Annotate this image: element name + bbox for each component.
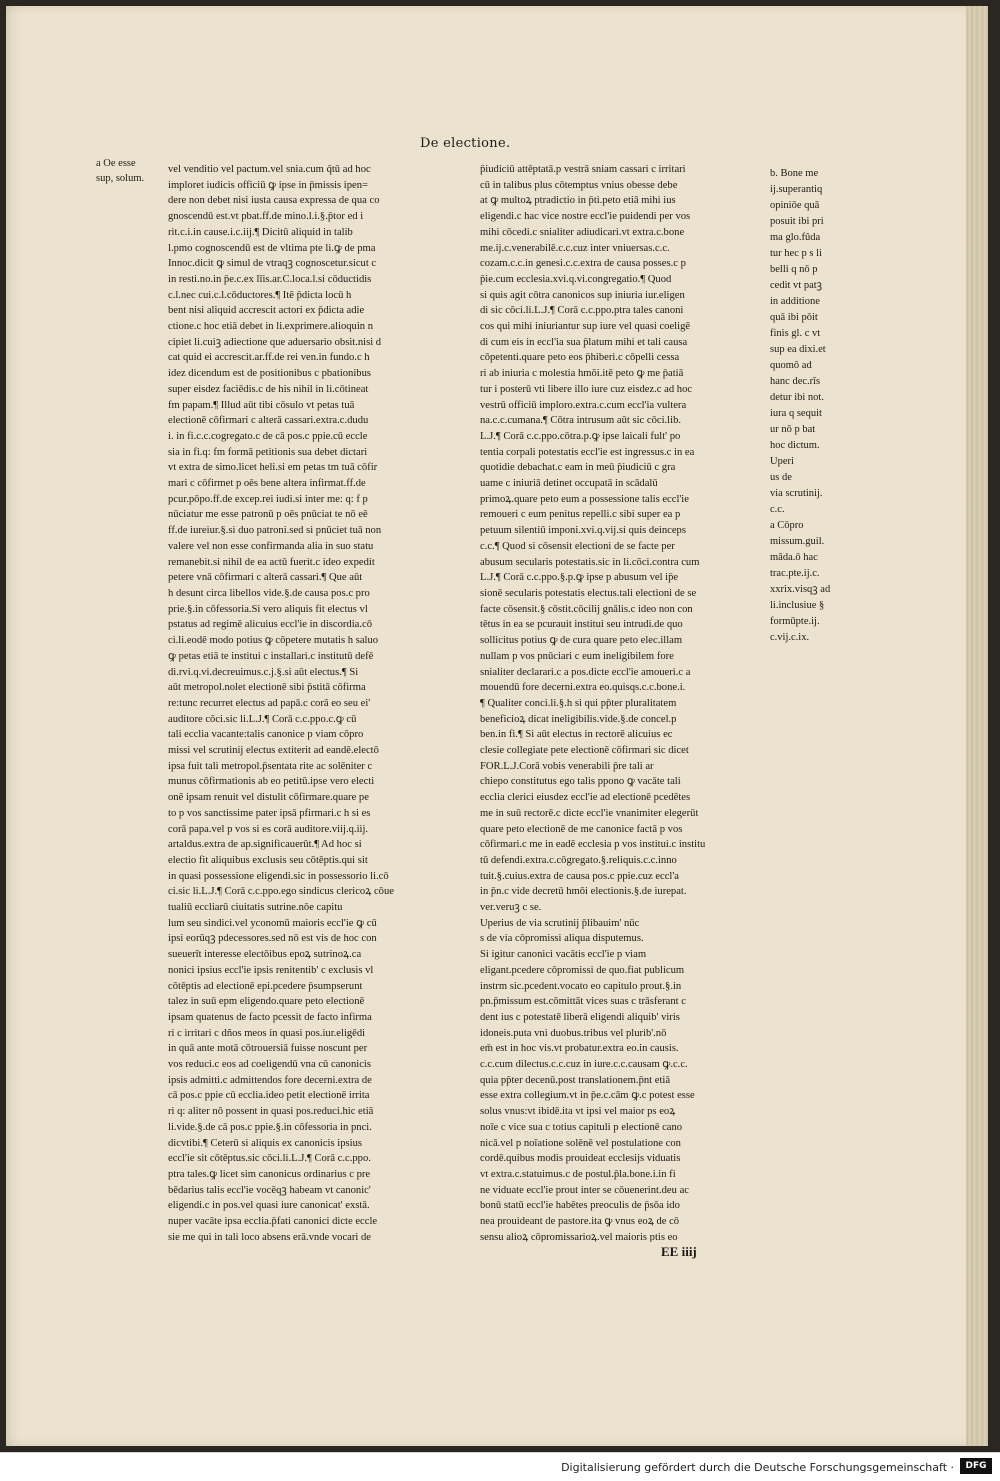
text-line: petere vnā cōfirmari c alterā cassari.¶ Que aūt bbox=[168, 572, 363, 584]
text-line: in resti.no.in p̄e.c.ex līis.ar.C.loca.l.si cōductidis bbox=[168, 273, 372, 285]
text-line: a Cōpro bbox=[770, 520, 804, 531]
text-line: si quis agit cōtra canonicos sup iniuria iur.eligen bbox=[480, 289, 685, 301]
text-line: ij.superantiq bbox=[770, 184, 823, 195]
text-line: ipsa fuit tali metropol.p̄sentata rite ac solēniter c bbox=[168, 760, 373, 772]
text-line: sia in fi.q: fm formā petitionis sua debet dictari bbox=[168, 446, 368, 458]
text-line: cōpetenti.quare peto eos p̄hiberi.c cōpelli cessa bbox=[480, 352, 680, 364]
text-line: idez dicendum est de positionibus c pbationibus bbox=[168, 368, 372, 380]
text-line: belli q nō p bbox=[770, 264, 818, 275]
text-line: FOR.L.J.Corā vobis venerabili p̄re tali ar bbox=[480, 760, 654, 772]
text-line: munus cōfirmationis ab eo petitū.ipse vero electi bbox=[168, 776, 375, 788]
text-line: valere vel non esse confirmanda alia in suo statu bbox=[168, 540, 374, 552]
text-line: ipsi eorūqꝫ pdecessores.sed nō est vis de hoc con bbox=[168, 933, 377, 945]
text-line: pcur.pōpo.ff.de excep.rei iudi.si inter me: q: f p bbox=[168, 493, 368, 505]
text-line: via scrutinij. bbox=[770, 488, 823, 499]
text-line: sueuerīt interesse electōibus epoꝝ sutrinoꝝ.ca bbox=[168, 949, 362, 961]
text-line: cū in talibus plus cōtemptus vnius obesse debe bbox=[480, 179, 678, 191]
book-page bbox=[6, 6, 988, 1446]
text-line: opiniōe quā bbox=[770, 200, 820, 211]
text-line: h desunt circa libellos vide.§.de causa pos.c pro bbox=[168, 587, 370, 599]
text-line: li.vide.§.de cā pos.c ppie.§.in cōfessoria in pnci. bbox=[168, 1121, 372, 1133]
text-line: quare peto electionē de me canonice factā p vos bbox=[480, 823, 683, 835]
text-line: ri ab iniuria c molestia hmōi.itē peto ꝙ me p̄atiā bbox=[480, 368, 684, 380]
text-column-left bbox=[168, 162, 446, 1242]
right-marginal-gloss bbox=[770, 166, 850, 646]
text-line: bēdarius talis eccl'ie vocēqꝫ habeam vt canonic' bbox=[168, 1184, 371, 1196]
text-line: sup, solum. bbox=[96, 173, 145, 184]
text-line: tali ecclia vacante:talis canonice p viam cōpro bbox=[168, 729, 364, 741]
dfg-logo: DFG bbox=[960, 1458, 992, 1474]
text-line: cā pos.c ppie cū ecclia.ideo petit electionē irrita bbox=[168, 1090, 370, 1102]
text-line: eligant.pcedere cōpromissi de quo.fiat publicum bbox=[480, 964, 685, 976]
text-line: dent ius c potestatē liberā eligendi aliquib' viris bbox=[480, 1011, 680, 1023]
text-line: nicā.vel p noīatione solēnē vel postulatione con bbox=[480, 1137, 681, 1149]
text-line: in p̄n.c vide decretū hmōi electionis.§.de iurepat. bbox=[480, 886, 687, 898]
signature-mark: EE iiij bbox=[661, 1244, 697, 1259]
text-line: snialiter declarari.c a pos.dicte eccl'ie amoueri.c a bbox=[480, 666, 691, 678]
text-line: ipsis admitti.c admittendos fore decerni.extra de bbox=[168, 1074, 372, 1086]
text-line: cos qui mihi iniuriantur sup iure vel quasi coeligē bbox=[480, 321, 691, 333]
text-line: remanebit.si nihil de ea actū fuerit.c ideo expedit bbox=[168, 556, 375, 568]
text-line: trac.pte.ij.c. bbox=[770, 568, 820, 579]
text-line: mouendū fore decerni.extra eo.quisqs.c.c.bone.i. bbox=[480, 682, 686, 694]
text-line: ctione.c hoc etiā debet in li.exprimere.alioquin n bbox=[168, 321, 374, 333]
text-line: ri q: aliter nō possent in quasi pos.reduci.hic etiā bbox=[168, 1106, 374, 1118]
text-line: vestrū officiū imploro.extra.c.cum eccl'ia vultera bbox=[480, 399, 687, 411]
text-line: imploret iudicis officiū ꝙ ipse in p̄missis ipen= bbox=[168, 179, 368, 191]
text-line: māda.ō hac bbox=[770, 552, 818, 563]
text-line: me in suū rectorē.c dicte eccl'ie vnanimiter elegerūt bbox=[480, 807, 699, 819]
text-line: talez in suū epm eligendo.quare peto electionē bbox=[168, 996, 365, 1008]
text-line: tētus in ea se pcurauit institui seu intrudi.de quo bbox=[480, 619, 683, 631]
text-line: nuper vacāte ipsa ecclia.p̄fati canonici dicte eccle bbox=[168, 1216, 378, 1228]
text-line: beneficioꝝ dicat ineligibilis.vide.§.de concel.p bbox=[480, 713, 677, 725]
text-line: Uperi bbox=[770, 456, 794, 467]
text-line: vos reduci.c eos ad coeligendū vna cū canonicis bbox=[168, 1059, 371, 1071]
text-line: vt extra.c.statuimus.c de postul.p̄la.bone.i.in fi bbox=[480, 1169, 676, 1180]
text-line: cōfirmari.c me in eadē ecclesia p vos institui.c institu bbox=[480, 839, 706, 851]
text-line: lum seu sindici.vel yconomū maioris eccl'ie ꝙ cū bbox=[168, 917, 377, 929]
text-line: sionē secularis potestatis electus.tali electioni de se bbox=[480, 587, 697, 599]
text-column-right-part2 bbox=[480, 916, 748, 1242]
text-line: c.vij.c.ix. bbox=[770, 632, 810, 643]
text-line: tentia corpali potestatis eccl'ie est ingressus.c in ea bbox=[480, 446, 695, 458]
text-line: dere non debet nisi iusta causa expressa de qua co bbox=[168, 195, 380, 207]
text-line: tur i posterū vti libere illo iure cuz eisdez.c ad hoc bbox=[480, 383, 693, 395]
text-line: mihi cōcedi.c snialiter adiudicari.vt extra.c.bone bbox=[480, 226, 685, 238]
text-line: finis gl. c vt bbox=[770, 328, 821, 339]
text-line: detur ibi not. bbox=[770, 392, 824, 403]
text-line: ri c irritari c dños meos in quasi pos.iur.eligēdi bbox=[168, 1027, 366, 1039]
text-line: bonū statū eccl'ie habētes preoculis de p̄sōa ido bbox=[480, 1200, 680, 1212]
text-line: sensu alioꝝ cōpromissarioꝝ.vel maioris ptis eo bbox=[480, 1231, 678, 1242]
text-line: li.inclusiue § bbox=[770, 600, 825, 611]
text-line: esse extra collegium.vt in p̄e.c.cām ꝙ.c potest esse bbox=[480, 1090, 695, 1102]
text-line: cedit vt patꝫ bbox=[770, 280, 823, 291]
text-line: ben.in fi.¶ Si aūt electus in rectorē alicuius ec bbox=[480, 729, 673, 741]
text-line: facte cōsensit.§ cōstit.cōcilij gnālis.c ideo non con bbox=[480, 603, 693, 615]
left-marginal-gloss bbox=[96, 156, 162, 186]
text-line: quā ibi pōit bbox=[770, 312, 818, 323]
text-line: sup ea dixi.et bbox=[770, 344, 826, 355]
text-line: L.J.¶ Corā c.c.ppo.cōtra.p.ꝙ ipse laicali fult' po bbox=[480, 430, 681, 442]
text-line: uame c iniuriā detinet occupatā in scādalū bbox=[480, 478, 658, 490]
footer-credit: Digitalisierung gefördert durch die Deutsche Forschungsgemeinschaft · bbox=[561, 1461, 954, 1474]
text-line: primoꝝ.quare peto eum a possessione talis eccl'ie bbox=[480, 493, 689, 505]
text-line: ipsam quatenus de facto pcessit de facto infirma bbox=[168, 1011, 372, 1023]
text-line: xxrix.visqꝫ ad bbox=[770, 584, 831, 595]
text-line: ma glo.fūda bbox=[770, 232, 821, 243]
text-line: na.c.c.cumana.¶ Cōtra intrusum aūt sic cōci.lib. bbox=[480, 415, 682, 427]
text-line: sollicitus potius ꝙ de cura quare peto elec.illam bbox=[480, 635, 683, 647]
text-line: abusum secularis potestatis.sic in li.cōci.contra cum bbox=[480, 556, 700, 568]
text-line: gnoscendū est.vt pbat.ff.de mino.l.i.§.p̄tor ed i bbox=[168, 211, 364, 223]
text-line: hoc dictum. bbox=[770, 440, 820, 451]
text-line: Uperius de via scrutinij p̄libauim' nūc bbox=[480, 917, 640, 929]
text-column-right-part1 bbox=[480, 162, 748, 916]
text-line: super eisdez faciēdis.c de his nihil in li.cōtineat bbox=[168, 383, 369, 395]
text-line: cipiet li.cuiꝫ adiectione que aduersario obsit.nisi d bbox=[168, 336, 382, 348]
text-line: c.c.cum dilectus.c.c.cuz in iure.c.c.causam ꝙ.c.c. bbox=[480, 1059, 688, 1071]
footer-bar bbox=[0, 1452, 1000, 1481]
text-line: cozam.c.c.in genesi.c.c.extra de causa posses.c p bbox=[480, 258, 686, 270]
text-line: l.pmo cognoscendū est de vltima pte li.ꝙ de pma bbox=[168, 242, 376, 254]
text-line: ci.sic li.L.J.¶ Corā c.c.ppo.ego sindicus clericoꝝ cōue bbox=[168, 886, 394, 898]
text-line: artaldus.extra de ap.significauerūt.¶ Ad hoc si bbox=[168, 839, 362, 851]
text-line: ptra tales.ꝙ licet sim canonicus ordinarius c pre bbox=[168, 1169, 371, 1180]
text-line: tur hec p s li bbox=[770, 248, 822, 259]
text-line: eligendi.c hac vice nostre eccl'ie puidendi per vos bbox=[480, 211, 691, 223]
text-line: bent nisi aliquid accrescit actori ex p̄dicta adie bbox=[168, 305, 365, 317]
text-line: di.rvi.q.vi.decreuimus.c.j.§.si aūt electus.¶ Si bbox=[168, 666, 359, 678]
page-edge bbox=[966, 6, 988, 1446]
text-line: onē ipsam renuit vel distulit cōfirmare.quare pe bbox=[168, 792, 369, 804]
text-line: electio fit aliquibus exclusis seu cōtēptis.qui sit bbox=[168, 854, 368, 866]
text-line: cōtēptis ad electionē epi.pcedere p̄sumpserunt bbox=[168, 980, 363, 992]
text-line: quotidie debachat.c eam in meū p̄iudiciū c gra bbox=[480, 462, 676, 474]
text-line: em̄ est in hoc vis.vt probatur.extra eo.in causis. bbox=[480, 1043, 679, 1055]
text-line: at ꝙ multoꝝ ptradictio in p̄ti.peto etiā mihi ius bbox=[480, 195, 676, 207]
text-line: pstatus ad regimē alicuius eccl'ie in discordia.cō bbox=[168, 619, 373, 631]
text-line: tū defendi.extra.c.cōgregato.§.reliquis.c.c.inno bbox=[480, 854, 677, 866]
text-line: ne viduate eccl'ie prout inter se cōuenerint.deu ac bbox=[480, 1184, 689, 1196]
text-line: vel venditio vel pactum.vel snia.cum q̄tū ad hoc bbox=[168, 164, 371, 175]
text-line: remoueri c eum penitus repelli.c sibi super ea p bbox=[480, 509, 681, 521]
text-line: ff.de iureiur.§.si duo patroni.sed si pnūciet tuā non bbox=[168, 525, 382, 537]
text-line: c.c.¶ Quod si cōsensit electioni de se facte per bbox=[480, 540, 675, 552]
text-line: to p vos sanctissime pater ipsā pfirmari.c h si es bbox=[168, 807, 371, 819]
text-line: rit.c.i.in cause.i.c.iij.¶ Dicitū aliquid in talib᷑ bbox=[168, 226, 362, 238]
text-line: missum.guil. bbox=[770, 536, 825, 547]
text-line: us de bbox=[770, 472, 792, 483]
text-line: ur nō p bat bbox=[770, 424, 816, 435]
text-line: pn.p̄missum est.cōmittāt vices suas c trāsferant c bbox=[480, 996, 686, 1008]
text-line: in quasi possessione eligendi.sic in possessorio li.cō bbox=[168, 870, 389, 882]
text-line: missi vel scrutinij electus extiterit ad eandē.electō bbox=[168, 745, 379, 757]
text-line: clesie collegiate pete electionē cōfirmari sic dicet bbox=[480, 745, 689, 757]
text-line: vt extra de simo.licet heli.si em petas tm tuā cōfir bbox=[168, 462, 378, 474]
text-line: me.ij.c.venerabilē.c.c.cuz inter vniuersas.c.c. bbox=[480, 242, 670, 254]
text-line: c.l.nec cui.c.l.cōductores.¶ Itē p̄dicta locū h bbox=[168, 289, 352, 301]
text-line: corā papa.vel p vos si es corā auditore.viij.q.iij. bbox=[168, 823, 369, 835]
text-line: formūpte.ij. bbox=[770, 616, 820, 627]
text-line: iura q sequit bbox=[770, 408, 822, 419]
text-line: b. Bone me bbox=[770, 168, 819, 179]
text-line: nullam p vos pnūciari c eum ineligibilem fore bbox=[480, 650, 674, 662]
text-line: ¶ Qualiter conci.li.§.h si qui pp̄ter pluralitatem bbox=[480, 697, 677, 709]
text-line: quomō ad bbox=[770, 360, 812, 371]
text-line: di sic cōci.li.L.J.¶ Corā c.c.ppo.ptra tales canoni bbox=[480, 305, 684, 317]
text-line: Si igitur canonici vacātis eccl'ie p viam bbox=[480, 949, 647, 961]
text-line: instrm sic.pcedent.vocato eo capitulo prout.§.in bbox=[480, 980, 682, 992]
text-line: i. in fi.c.c.cogregato.c de cā pos.c ppie.cū eccle bbox=[168, 430, 368, 442]
text-line: nūciatur me esse patronū p oēs pnūciat te nō eē bbox=[168, 509, 368, 521]
text-line: ecclia clerici eiusdez eccl'ie ad electionē pcedētes bbox=[480, 792, 691, 804]
text-line: chiepo constitutus ego talis ppono ꝙ vacāte tali bbox=[480, 776, 681, 788]
text-line: ci.li.eodē modo potius ꝙ cōpetere mutatis h saluo bbox=[168, 635, 379, 647]
text-line: tualiū eccliarū ciuitatis sutrine.nōe capitu bbox=[168, 902, 343, 914]
text-line: p̄iudiciū attēptatā.p vestrā sniam cassari c irritari bbox=[480, 164, 686, 175]
running-header: De electione. bbox=[420, 136, 511, 151]
text-line: posuit ibi pri bbox=[770, 216, 824, 227]
text-line: ver.veruꝫ c se. bbox=[480, 902, 542, 914]
text-line: sie me qui in tali loco absens erā.vnde vocari de bbox=[168, 1231, 371, 1242]
text-line: cat quid ei accrescit.ar.ff.de rei ven.in fundo.c h bbox=[168, 352, 370, 364]
text-line: dicvtibi.¶ Ceterū si aliquis ex canonicis ipsius bbox=[168, 1137, 362, 1149]
text-line: mari c cōfirmet p oēs bene altera infirmat.ff.de bbox=[168, 478, 366, 490]
text-line: aūt metropol.nolet electionē sibi p̄stitā cōfirma bbox=[168, 682, 366, 694]
text-line: di cum eis in eccl'ia sua p̄latum mihi et tali causa bbox=[480, 336, 688, 348]
text-line: petuum silentiū imponi.xvi.q.vij.si quis deinceps bbox=[480, 525, 686, 537]
text-line: nea prouideant de pastore.ita ꝙ vnus eoꝝ de cō bbox=[480, 1216, 680, 1228]
text-line: nonici ipsius eccl'ie ipsis renitentib' c exclusis vl bbox=[168, 964, 374, 976]
text-line: prie.§.in cōfessoria.Si vero aliquis fit electus vl bbox=[168, 603, 368, 615]
text-column-right bbox=[480, 162, 748, 1242]
text-line: s de via cōpromissi aliqua disputemus. bbox=[480, 933, 644, 945]
text-line: tuit.§.cuius.extra de causa pos.c ppie.cuz eccl'a bbox=[480, 870, 679, 882]
text-line: L.J.¶ Corā c.c.ppo.§.p.ꝙ ipse p abusum vel ip̄e bbox=[480, 572, 679, 584]
text-line: in additione bbox=[770, 296, 820, 307]
text-line: re:tunc recurret electus ad papā.c corā eo seu ei' bbox=[168, 697, 371, 709]
text-line: hanc dec.rīs bbox=[770, 376, 821, 387]
text-line: Innoc.dicit ꝙ simul de vtraqꝫ cognoscetur.sicut c bbox=[168, 258, 377, 270]
text-line: c.c. bbox=[770, 504, 785, 515]
text-line: idoneis.puta vni duobus.tribus vel plurib'.nō bbox=[480, 1027, 667, 1039]
text-line: in quā ante motā cōtrouersiā fuisse noscunt per bbox=[168, 1043, 368, 1055]
text-line: a Oe esse bbox=[96, 158, 136, 169]
text-line: eccl'ie sit cōtēptus.sic cōci.li.L.J.¶ Corā c.c.ppo. bbox=[168, 1153, 371, 1165]
text-line: solus vnus:vt ibidē.ita vt ipsi vel maior ps eoꝝ bbox=[480, 1106, 676, 1118]
text-line: eligendi.c in pos.vel quasi iure canonicat' exstā. bbox=[168, 1200, 370, 1212]
text-line: noīe c vice sua c totius capituli p electionē cano bbox=[480, 1121, 683, 1133]
text-line: quia pp̄ter decenū.post translationem.p̄nt etiā bbox=[480, 1074, 671, 1086]
text-line: ꝙ petas etiā te institui c installari.c institutū defē bbox=[168, 650, 374, 662]
text-line: auditore cōci.sic li.L.J.¶ Corā c.c.ppo.c.ꝙ cū bbox=[168, 713, 357, 725]
text-line: electionē cōfirmari c alterā cassari.extra.c.dudu bbox=[168, 415, 369, 427]
text-line: fm papam.¶ Illud aūt tibi cōsulo vt petas tuā bbox=[168, 399, 355, 411]
text-line: cordē.quibus modis prouideat ecclesijs viduatis bbox=[480, 1153, 681, 1165]
text-line: p̄ie.cum ecclesia.xvi.q.vi.congregatio.¶ Quod bbox=[480, 273, 672, 285]
